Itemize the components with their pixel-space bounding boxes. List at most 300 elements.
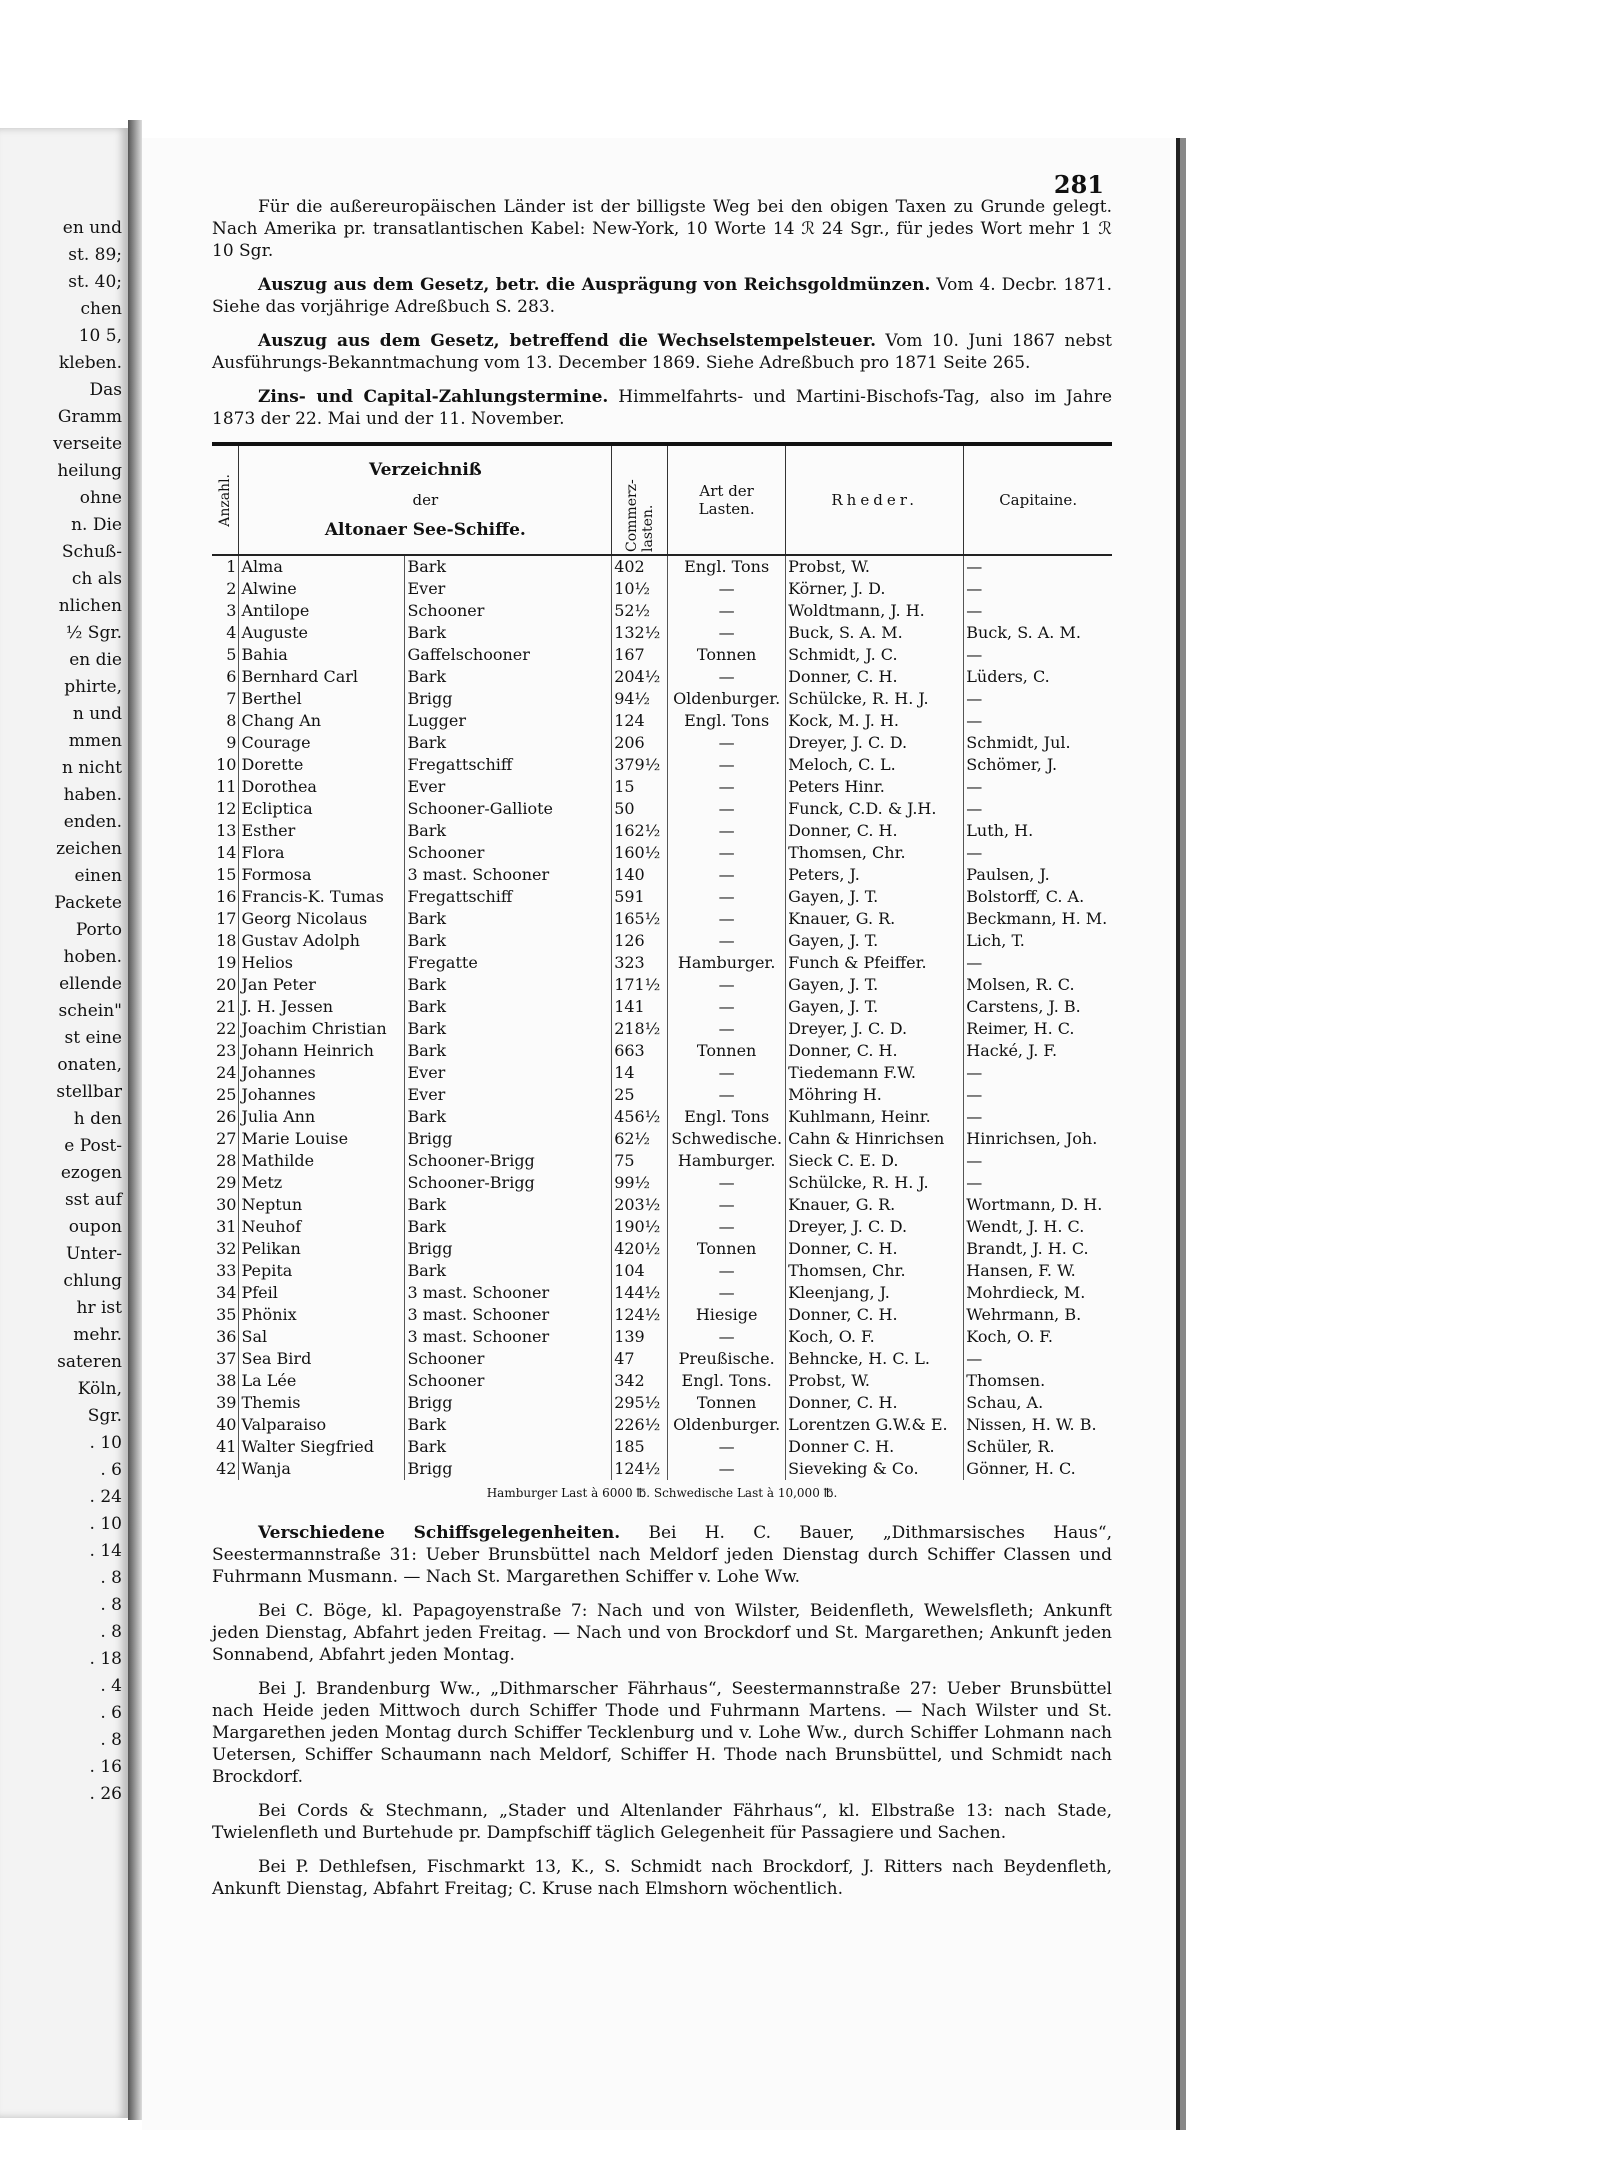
row-number: 15 — [212, 864, 239, 886]
capitaine: Hinrichsen, Joh. — [966, 1129, 1098, 1148]
lasten-type: Tonnen — [668, 644, 786, 666]
capitaine: Lüders, C. — [966, 667, 1050, 686]
row-number: 21 — [212, 996, 239, 1018]
capitaine: — — [966, 645, 983, 664]
ship-name: Neptun — [239, 1194, 405, 1216]
rheder: Gayen, J. T. — [786, 930, 964, 952]
ship-type: Ever — [405, 1084, 612, 1106]
ship-type: Schooner — [405, 600, 612, 622]
capitaine: Gönner, H. C. — [966, 1459, 1076, 1478]
left-page-line: phirte, — [64, 677, 122, 697]
ship-type: Bark — [405, 666, 612, 688]
rheder: Funch & Pfeiffer. — [786, 952, 964, 974]
row-number: 40 — [212, 1414, 239, 1436]
rheder: Knauer, G. R. — [786, 908, 964, 930]
lasten-type: — — [668, 1018, 786, 1040]
rheder: Probst, W. — [786, 555, 964, 578]
row-number: 42 — [212, 1458, 239, 1480]
capitaine: Schüler, R. — [966, 1437, 1055, 1456]
table-row — [212, 666, 1112, 688]
ship-name: Berthel — [239, 688, 405, 710]
lasten-type: — — [668, 600, 786, 622]
left-page-line: ezogen — [60, 1163, 122, 1183]
capitaine: Schmidt, Jul. — [966, 733, 1071, 752]
rheder: Donner, C. H. — [786, 666, 964, 688]
commerzlasten: 203½ — [612, 1194, 668, 1216]
lasten-type: — — [668, 1326, 786, 1348]
capitaine: Paulsen, J. — [966, 865, 1050, 884]
commerzlasten: 124 — [612, 710, 668, 732]
lasten-type: Tonnen — [668, 1238, 786, 1260]
rheder: Sieveking & Co. — [786, 1458, 964, 1480]
left-page-line: ohne — [79, 488, 122, 508]
col-header-art: Art der Lasten. — [668, 446, 786, 555]
capitaine: Wendt, J. H. C. — [966, 1217, 1085, 1236]
ship-name: Antilope — [239, 600, 405, 622]
shipping-paragraph-4: Bei Cords & Stechmann, „Stader und Altenlander Fährhaus“, kl. Elbstraße 13: nach Stade, Twielenfleth und Burtehude pr. Dampfschiff täglich Gelegenheit für Passagiere und Sachen. — [212, 1801, 1112, 1843]
ship-name: Courage — [239, 732, 405, 754]
ship-name: Ecliptica — [239, 798, 405, 820]
left-page-fragment — [0, 128, 130, 2118]
ship-name: La Lée — [239, 1370, 405, 1392]
commerzlasten: 190½ — [612, 1216, 668, 1238]
lasten-type: — — [668, 1260, 786, 1282]
rheder: Sieck C. E. D. — [786, 1150, 964, 1172]
commerzlasten: 126 — [612, 930, 668, 952]
rheder: Tiedemann F.W. — [786, 1062, 964, 1084]
shipping-paragraph-3: Bei J. Brandenburg Ww., „Dithmarscher Fährhaus“, Seestermannstraße 27: Ueber Brunsbüttel nach Heide jeden Mittwoch durch Schiffer Thode und Fuhrmann Martens. — Nach Wilster und St. Margarethen jeden Montag durch Schiffer Tecklenburg und v. Lohe Ww., durch Schiffer Lohmann nach Uetersen, Schiffer Schaumann nach Meldorf, Schiffer H. Thode nach Brunsbüttel, und Schmidt nach Brockdorf. — [212, 1679, 1112, 1787]
left-page-line: . 10 — [89, 1433, 122, 1453]
rheder: Kuhlmann, Heinr. — [786, 1106, 964, 1128]
rheder: Kock, M. J. H. — [786, 710, 964, 732]
stamp-tax-heading: Auszug aus dem Gesetz, betreffend die Wechselstempelsteuer. — [258, 331, 877, 351]
table-row — [212, 864, 1112, 886]
commerzlasten: 75 — [612, 1150, 668, 1172]
rheder: Kleenjang, J. — [786, 1282, 964, 1304]
lasten-type: — — [668, 1216, 786, 1238]
ship-type: Brigg — [405, 688, 612, 710]
ship-type: Bark — [405, 1040, 612, 1062]
payment-dates-heading: Zins- und Capital-Zahlungstermine. — [258, 387, 609, 407]
row-number: 36 — [212, 1326, 239, 1348]
row-number: 22 — [212, 1018, 239, 1040]
left-page-line: chlung — [63, 1271, 122, 1291]
row-number: 6 — [212, 666, 239, 688]
rheder: Thomsen, Chr. — [786, 842, 964, 864]
commerzlasten: 204½ — [612, 666, 668, 688]
lasten-type: Oldenburger. — [668, 688, 786, 710]
capitaine: Molsen, R. C. — [966, 975, 1075, 994]
capitaine: Buck, S. A. M. — [966, 623, 1081, 642]
ship-type: Bark — [405, 930, 612, 952]
ship-name: Dorothea — [239, 776, 405, 798]
table-row — [212, 1414, 1112, 1436]
commerzlasten: 62½ — [612, 1128, 668, 1150]
row-number: 38 — [212, 1370, 239, 1392]
table-row — [212, 974, 1112, 996]
row-number: 10 — [212, 754, 239, 776]
row-number: 9 — [212, 732, 239, 754]
ship-type: Brigg — [405, 1392, 612, 1414]
row-number: 16 — [212, 886, 239, 908]
capitaine: Brandt, J. H. C. — [966, 1239, 1089, 1258]
commerzlasten: 165½ — [612, 908, 668, 930]
commerzlasten: 52½ — [612, 600, 668, 622]
commerzlasten: 591 — [612, 886, 668, 908]
ship-type: Ever — [405, 578, 612, 600]
book-gutter — [128, 120, 142, 2120]
table-row — [212, 1018, 1112, 1040]
capitaine: Reimer, H. C. — [966, 1019, 1075, 1038]
left-page-line: 10 5, — [78, 326, 122, 346]
ships-table — [212, 442, 1112, 1480]
ship-name: Johann Heinrich — [239, 1040, 405, 1062]
lasten-type: — — [668, 776, 786, 798]
left-page-line: . 4 — [100, 1676, 122, 1696]
left-page-line: . 8 — [100, 1730, 122, 1750]
table-row — [212, 622, 1112, 644]
table-row — [212, 1348, 1112, 1370]
rheder: Behncke, H. C. L. — [786, 1348, 964, 1370]
capitaine: Mohrdieck, M. — [966, 1283, 1086, 1302]
rheder: Gayen, J. T. — [786, 886, 964, 908]
rheder: Meloch, C. L. — [786, 754, 964, 776]
lasten-type: — — [668, 820, 786, 842]
left-page-line: haben. — [63, 785, 122, 805]
left-page-line: onaten, — [57, 1055, 122, 1075]
capitaine: Koch, O. F. — [966, 1327, 1053, 1346]
left-page-line: en und — [62, 218, 122, 238]
rheder: Thomsen, Chr. — [786, 1260, 964, 1282]
ship-type: Brigg — [405, 1458, 612, 1480]
left-page-line: . 6 — [100, 1460, 122, 1480]
capitaine: — — [966, 557, 983, 576]
lasten-type: Preußische. — [668, 1348, 786, 1370]
commerzlasten: 47 — [612, 1348, 668, 1370]
row-number: 7 — [212, 688, 239, 710]
capitaine: — — [966, 579, 983, 598]
lasten-type: — — [668, 1458, 786, 1480]
left-page-line: Gramm — [57, 407, 122, 427]
ship-name: Esther — [239, 820, 405, 842]
left-page-line: . 6 — [100, 1703, 122, 1723]
rheder: Dreyer, J. C. D. — [786, 1216, 964, 1238]
capitaine: Thomsen. — [966, 1371, 1046, 1390]
ship-type: Fregattschiff — [405, 754, 612, 776]
row-number: 23 — [212, 1040, 239, 1062]
row-number: 37 — [212, 1348, 239, 1370]
commerzlasten: 420½ — [612, 1238, 668, 1260]
row-number: 29 — [212, 1172, 239, 1194]
row-number: 25 — [212, 1084, 239, 1106]
ship-type: Bark — [405, 820, 612, 842]
lasten-type: — — [668, 1194, 786, 1216]
left-page-line: st. 89; — [68, 245, 122, 265]
ship-name: Pepita — [239, 1260, 405, 1282]
ship-name: Neuhof — [239, 1216, 405, 1238]
row-number: 8 — [212, 710, 239, 732]
table-row — [212, 1436, 1112, 1458]
capitaine: — — [966, 1173, 983, 1192]
capitaine: Carstens, J. B. — [966, 997, 1081, 1016]
capitaine: Nissen, H. W. B. — [966, 1415, 1097, 1434]
row-number: 5 — [212, 644, 239, 666]
ship-type: Fregattschiff — [405, 886, 612, 908]
ship-name: Francis-K. Tumas — [239, 886, 405, 908]
table-title-line3: Altonaer See-Schiffe. — [324, 520, 526, 540]
table-row — [212, 1260, 1112, 1282]
commerzlasten: 25 — [612, 1084, 668, 1106]
ship-type: Schooner-Brigg — [405, 1172, 612, 1194]
commerzlasten: 50 — [612, 798, 668, 820]
rheder: Buck, S. A. M. — [786, 622, 964, 644]
capitaine: Wehrmann, B. — [966, 1305, 1082, 1324]
rheder: Gayen, J. T. — [786, 974, 964, 996]
lasten-type: — — [668, 886, 786, 908]
commerzlasten: 323 — [612, 952, 668, 974]
commerzlasten: 206 — [612, 732, 668, 754]
capitaine: — — [966, 1085, 983, 1104]
rheder: Gayen, J. T. — [786, 996, 964, 1018]
col-header-capitaine: Capitaine. — [964, 446, 1112, 555]
ship-type: Schooner — [405, 1348, 612, 1370]
lasten-type: — — [668, 1062, 786, 1084]
ship-name: Mathilde — [239, 1150, 405, 1172]
ship-name: Phönix — [239, 1304, 405, 1326]
commerzlasten: 456½ — [612, 1106, 668, 1128]
left-page-line: einen — [74, 866, 122, 886]
table-row — [212, 908, 1112, 930]
left-page-line: enden. — [63, 812, 122, 832]
lasten-type: — — [668, 578, 786, 600]
payment-dates-text: Himmelfahrts- und Martini-Bischofs-Tag, also im Jahre 1873 der 22. Mai und der 11. November. — [212, 387, 1113, 429]
left-page-line: . 26 — [89, 1784, 122, 1804]
commerzlasten: 124½ — [612, 1458, 668, 1480]
capitaine: — — [966, 799, 983, 818]
table-row — [212, 1458, 1112, 1480]
ship-type: Gaffelschooner — [405, 644, 612, 666]
ship-type: Bark — [405, 1260, 612, 1282]
table-row — [212, 555, 1112, 578]
left-page-line: chen — [80, 299, 122, 319]
left-page-line: . 24 — [89, 1487, 122, 1507]
left-page-line: Schuß- — [61, 542, 122, 562]
commerzlasten: 167 — [612, 644, 668, 666]
rheder: Dreyer, J. C. D. — [786, 1018, 964, 1040]
shipping-paragraph-1 — [212, 1522, 1112, 1588]
ship-type: Bark — [405, 908, 612, 930]
left-page-line: n und — [72, 704, 122, 724]
coinage-heading: Auszug aus dem Gesetz, betr. die Ausprägung von Reichsgoldmünzen. — [258, 275, 931, 295]
table-title-line2: der — [412, 491, 439, 509]
ship-type: Bark — [405, 1106, 612, 1128]
left-page-line: h den — [73, 1109, 122, 1129]
table-row — [212, 1282, 1112, 1304]
rheder: Schülcke, R. H. J. — [786, 688, 964, 710]
capitaine: — — [966, 711, 983, 730]
table-title-line1: Verzeichniß — [368, 460, 482, 480]
rheder: Lorentzen G.W.& E. — [786, 1414, 964, 1436]
ship-type: 3 mast. Schooner — [405, 1326, 612, 1348]
row-number: 26 — [212, 1106, 239, 1128]
table-row — [212, 886, 1112, 908]
ship-name: Bernhard Carl — [239, 666, 405, 688]
ship-name: Valparaiso — [239, 1414, 405, 1436]
table-row — [212, 776, 1112, 798]
rheder: Donner, C. H. — [786, 820, 964, 842]
stamp-tax-paragraph — [212, 330, 1112, 374]
left-page-line: Das — [89, 380, 122, 400]
left-page-line: sst auf — [64, 1190, 122, 1210]
rheder: Schülcke, R. H. J. — [786, 1172, 964, 1194]
table-row — [212, 1106, 1112, 1128]
row-number: 18 — [212, 930, 239, 952]
rheder: Woldtmann, J. H. — [786, 600, 964, 622]
capitaine: Hacké, J. F. — [966, 1041, 1058, 1060]
row-number: 19 — [212, 952, 239, 974]
ship-type: 3 mast. Schooner — [405, 864, 612, 886]
capitaine: Beckmann, H. M. — [966, 909, 1108, 928]
lasten-type: — — [668, 908, 786, 930]
commerzlasten: 171½ — [612, 974, 668, 996]
table-row — [212, 952, 1112, 974]
shipping-text-1: Bei H. C. Bauer, „Dithmarsisches Haus“, Seestermannstraße 31: Ueber Brunsbüttel nach Meldorf jeden Dienstag durch Schiffer Classen und Fuhrmann Musmann. — Nach St. Margarethen Schiffer v. Lohe Ww. — [212, 1523, 1112, 1587]
table-row — [212, 930, 1112, 952]
ships-table-body — [212, 555, 1112, 1480]
ship-type: Bark — [405, 555, 612, 578]
rheder: Dreyer, J. C. D. — [786, 732, 964, 754]
ship-name: Helios — [239, 952, 405, 974]
lasten-type: — — [668, 622, 786, 644]
commerzlasten: 132½ — [612, 622, 668, 644]
ship-type: Ever — [405, 776, 612, 798]
commerzlasten: 141 — [612, 996, 668, 1018]
row-number: 34 — [212, 1282, 239, 1304]
left-page-line: stellbar — [56, 1082, 122, 1102]
row-number: 13 — [212, 820, 239, 842]
commerzlasten: 402 — [612, 555, 668, 578]
ship-type: Bark — [405, 1194, 612, 1216]
left-page-line: en die — [69, 650, 122, 670]
capitaine: — — [966, 843, 983, 862]
rheder: Probst, W. — [786, 1370, 964, 1392]
commerzlasten: 160½ — [612, 842, 668, 864]
left-page-line: e Post- — [64, 1136, 122, 1156]
row-number: 17 — [212, 908, 239, 930]
row-number: 11 — [212, 776, 239, 798]
left-page-line: hoben. — [63, 947, 122, 967]
commerzlasten: 10½ — [612, 578, 668, 600]
col-header-lasten: Commerz-lasten. — [612, 446, 668, 555]
capitaine: Lich, T. — [966, 931, 1025, 950]
ship-name: Sal — [239, 1326, 405, 1348]
ship-type: Schooner-Brigg — [405, 1150, 612, 1172]
ship-type: 3 mast. Schooner — [405, 1304, 612, 1326]
left-page-line: . 18 — [89, 1649, 122, 1669]
ship-type: Bark — [405, 1436, 612, 1458]
table-row — [212, 820, 1112, 842]
row-number: 24 — [212, 1062, 239, 1084]
lasten-type: Engl. Tons — [668, 710, 786, 732]
ship-name: Johannes — [239, 1084, 405, 1106]
ship-type: Schooner-Galliote — [405, 798, 612, 820]
left-page-line: oupon — [68, 1217, 122, 1237]
lasten-type: — — [668, 996, 786, 1018]
table-row — [212, 1172, 1112, 1194]
left-page-line: Packete — [54, 893, 122, 913]
commerzlasten: 218½ — [612, 1018, 668, 1040]
left-page-line: st. 40; — [68, 272, 122, 292]
table-title — [239, 446, 612, 555]
lasten-type: — — [668, 1436, 786, 1458]
left-page-line: . 10 — [89, 1514, 122, 1534]
commerzlasten: 139 — [612, 1326, 668, 1348]
commerzlasten: 104 — [612, 1260, 668, 1282]
stamp-tax-text: Vom 10. Juni 1867 nebst Ausführungs-Bekanntmachung vom 13. December 1869. Siehe Adreßbuch pro 1871 Seite 265. — [212, 331, 1112, 373]
rheder: Peters, J. — [786, 864, 964, 886]
left-page-line: . 14 — [89, 1541, 122, 1561]
lasten-type: Hiesige — [668, 1304, 786, 1326]
shipping-heading: Verschiedene Schiffsgelegenheiten. — [258, 1523, 621, 1543]
coinage-paragraph — [212, 274, 1112, 318]
table-row — [212, 1194, 1112, 1216]
capitaine: Schau, A. — [966, 1393, 1044, 1412]
page-content — [212, 170, 1113, 1912]
commerzlasten: 342 — [612, 1370, 668, 1392]
table-row — [212, 842, 1112, 864]
commerzlasten: 162½ — [612, 820, 668, 842]
left-page-line: n. Die — [71, 515, 122, 535]
ship-type: Bark — [405, 1018, 612, 1040]
ship-name: Flora — [239, 842, 405, 864]
table-row — [212, 1084, 1112, 1106]
lasten-type: Engl. Tons. — [668, 1370, 786, 1392]
lasten-type: Engl. Tons — [668, 555, 786, 578]
left-page-line: Unter- — [65, 1244, 122, 1264]
lasten-type: Hamburger. — [668, 952, 786, 974]
lasten-type: — — [668, 666, 786, 688]
left-page-line: verseite — [53, 434, 122, 454]
ship-name: Jan Peter — [239, 974, 405, 996]
capitaine: — — [966, 777, 983, 796]
row-number: 14 — [212, 842, 239, 864]
lasten-type: Oldenburger. — [668, 1414, 786, 1436]
commerzlasten: 99½ — [612, 1172, 668, 1194]
telegraph-paragraph: Für die außereuropäischen Länder ist der billigste Weg bei den obigen Taxen zu Grunde gelegt. Nach Amerika pr. transatlantischen Kabel: New-York, 10 Worte 14 ℛ 24 Sgr., für jedes Wort mehr 1 ℛ 10 Sgr. — [212, 197, 1112, 261]
lasten-type: — — [668, 1084, 786, 1106]
lasten-type: — — [668, 1282, 786, 1304]
ship-name: Pelikan — [239, 1238, 405, 1260]
left-page-line: . 8 — [100, 1595, 122, 1615]
ship-type: Bark — [405, 622, 612, 644]
row-number: 33 — [212, 1260, 239, 1282]
ship-name: Themis — [239, 1392, 405, 1414]
ship-name: Bahia — [239, 644, 405, 666]
lasten-type: — — [668, 732, 786, 754]
rheder: Donner, C. H. — [786, 1304, 964, 1326]
row-number: 31 — [212, 1216, 239, 1238]
ship-type: 3 mast. Schooner — [405, 1282, 612, 1304]
ship-type: Schooner — [405, 842, 612, 864]
table-row — [212, 1128, 1112, 1150]
left-page-line: mmen — [68, 731, 122, 751]
ship-type: Bark — [405, 1414, 612, 1436]
ship-type: Bark — [405, 1216, 612, 1238]
lasten-type: Engl. Tons — [668, 1106, 786, 1128]
ship-name: Alma — [239, 555, 405, 578]
ship-name: Chang An — [239, 710, 405, 732]
ship-name: Walter Siegfried — [239, 1436, 405, 1458]
